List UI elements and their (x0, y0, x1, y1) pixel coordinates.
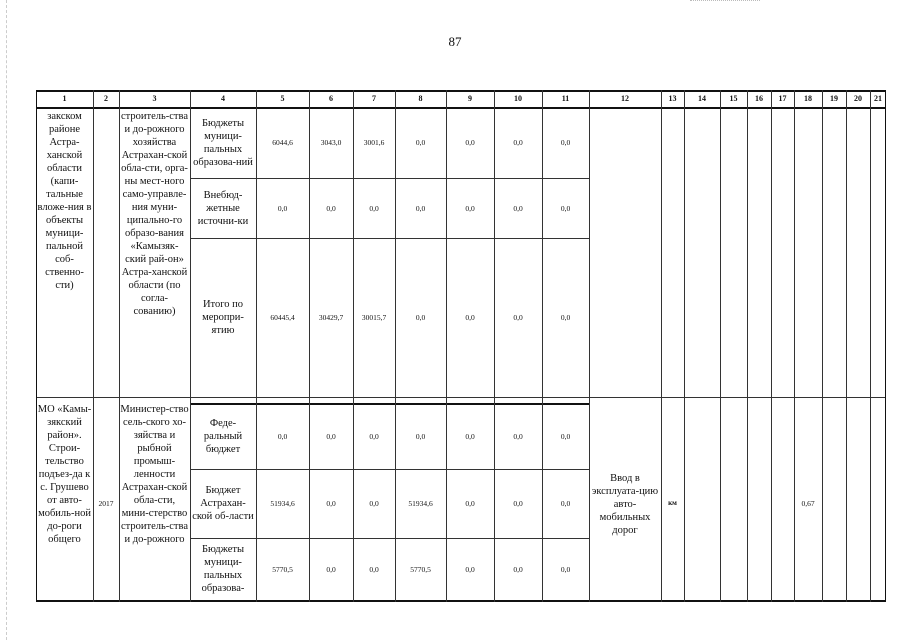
block2-indicator: Ввод в эксплуата-цию авто-мобильных дорог (591, 472, 659, 536)
column-header: 20 (854, 94, 862, 103)
funding-value: 0,0 (465, 499, 475, 508)
table-rule (747, 90, 748, 602)
funding-source: Бюджет Астрахан-ской об-ласти (192, 485, 254, 522)
block2-year: 2017 (98, 499, 114, 508)
funding-value: 0,0 (277, 203, 288, 213)
funding-value: 0,0 (560, 564, 571, 574)
column-header: 15 (729, 94, 738, 103)
block1-location-text: закском районе Астра-ханской области (капи-тальные вложе-ния в объекты муници-пальной соб-ственно-сти) (37, 111, 92, 291)
block2-executor-text: Министер-ство сель-ского хо-зяйства и рыбной промыш-ленности Астрахан-ской обла-сти, мини-стерство строитель-ства и до-рожного (120, 404, 189, 545)
table-rule (395, 90, 396, 602)
table-rule (494, 90, 495, 602)
funding-value: 0,0 (513, 203, 523, 213)
scan-edge (6, 0, 7, 640)
funding-value: 0,0 (465, 203, 475, 213)
funding-value: 0,0 (465, 564, 475, 574)
funding-value: 0,0 (513, 313, 523, 322)
funding-value: 0,0 (560, 313, 571, 322)
column-header: 1 (62, 94, 67, 103)
table-rule (190, 238, 589, 239)
funding-value: 0,0 (513, 431, 523, 441)
table-rule (36, 397, 886, 398)
funding-value: 51934,6 (408, 499, 433, 508)
funding-value: 0,0 (465, 431, 475, 441)
funding-value: 51934,6 (270, 499, 295, 508)
table-rule (353, 90, 354, 602)
scan-mark (690, 0, 760, 3)
table-rule (822, 90, 823, 602)
column-header: 12 (621, 94, 629, 103)
funding-value: 30015,7 (361, 313, 387, 322)
funding-value: 6044,6 (272, 138, 293, 147)
column-header: 18 (804, 94, 812, 103)
funding-value: 3043,0 (320, 138, 342, 147)
funding-value: 0,0 (369, 431, 379, 441)
funding-value: 5770,5 (272, 564, 293, 574)
table-rule (256, 90, 257, 602)
column-header: 8 (418, 94, 423, 103)
table-rule (446, 90, 447, 602)
column-header: 11 (561, 94, 570, 103)
column-header: 19 (830, 94, 838, 103)
funding-value: 0,0 (513, 564, 523, 574)
table-rule (794, 90, 795, 602)
column-header: 14 (698, 94, 706, 103)
table-rule (190, 178, 589, 179)
table-rule (36, 107, 886, 109)
funding-value: 0,0 (415, 138, 426, 147)
column-header: 13 (668, 94, 677, 103)
table-rule (771, 90, 772, 602)
table-rule (846, 90, 847, 602)
funding-value: 0,0 (465, 138, 475, 147)
column-header: 4 (221, 94, 225, 103)
column-header: 16 (755, 94, 763, 103)
funding-value: 0,0 (369, 564, 379, 574)
column-header: 2 (104, 94, 108, 103)
funding-value: 0,0 (326, 431, 336, 441)
funding-value: 0,0 (560, 138, 571, 147)
funding-value: 0,0 (369, 499, 379, 508)
funding-value: 0,0 (560, 203, 571, 213)
table-rule (661, 90, 662, 602)
funding-value: 0,0 (369, 203, 379, 213)
column-header: 7 (372, 94, 376, 103)
funding-value: 0,0 (326, 203, 336, 213)
funding-value: 0,0 (326, 499, 336, 508)
table-rule (885, 90, 886, 602)
column-header: 3 (152, 94, 157, 103)
table-rule (36, 90, 886, 92)
page-number: 87 (448, 34, 462, 49)
funding-value: 0,0 (513, 138, 523, 147)
funding-value: 60445,4 (270, 313, 295, 322)
table-rule (589, 90, 590, 602)
funding-value: 30429,7 (318, 313, 344, 322)
column-header: 10 (514, 94, 522, 103)
column-header: 5 (280, 94, 285, 103)
block2-location-text: МО «Камы-зякский район». Строи-тельство подъез-да к с. Грушево от авто-мобиль-ной до-роги общего (37, 404, 92, 545)
funding-source: Бюджеты муници-пальных образова- (201, 544, 245, 594)
funding-source: Феде-ральный бюджет (203, 417, 243, 455)
funding-value: 0,0 (326, 564, 336, 574)
column-header: 21 (874, 94, 882, 103)
table-rule (190, 469, 589, 470)
funding-value: 0,0 (560, 499, 571, 508)
table-rule (542, 90, 543, 602)
funding-source: Итого по меропри-ятию (202, 299, 244, 336)
table-rule (684, 90, 685, 602)
funding-value: 0,0 (415, 313, 426, 322)
table-rule (119, 90, 120, 602)
table-rule (190, 538, 589, 539)
block2-value-2017: 0,67 (801, 499, 815, 508)
table-rule (190, 90, 191, 602)
table-rule (190, 403, 589, 405)
column-header: 6 (329, 94, 333, 103)
funding-value: 3001,6 (363, 138, 385, 147)
table-rule (36, 600, 886, 602)
table-rule (720, 90, 721, 602)
budget-table (36, 90, 886, 600)
funding-value: 5770,5 (410, 564, 431, 574)
funding-value: 0,0 (560, 431, 571, 441)
funding-value: 0,0 (465, 313, 475, 322)
table-rule (870, 90, 871, 602)
block1-executor-text: строитель-ства и до-рожного хозяйства Астрахан-ской обла-сти, орга-ны мест-ного само-управле-ния муни-ципально-го образо-вания «Камызяк-ский рай-он» Астра-ханской области (по согла-сованию) (121, 111, 188, 317)
table-rule (36, 90, 37, 602)
table-rule (309, 90, 310, 602)
funding-value: 0,0 (415, 431, 426, 441)
funding-source: Бюджеты муници-пальных образова-ний (193, 117, 253, 168)
block2-unit: км (668, 499, 677, 507)
funding-value: 0,0 (277, 431, 288, 441)
funding-source: Внебюд-жетные источни-ки (197, 189, 249, 227)
column-header: 17 (778, 94, 787, 103)
funding-value: 0,0 (513, 499, 523, 508)
table-rule (93, 90, 94, 602)
funding-value: 0,0 (415, 203, 426, 213)
column-header: 9 (468, 94, 472, 103)
